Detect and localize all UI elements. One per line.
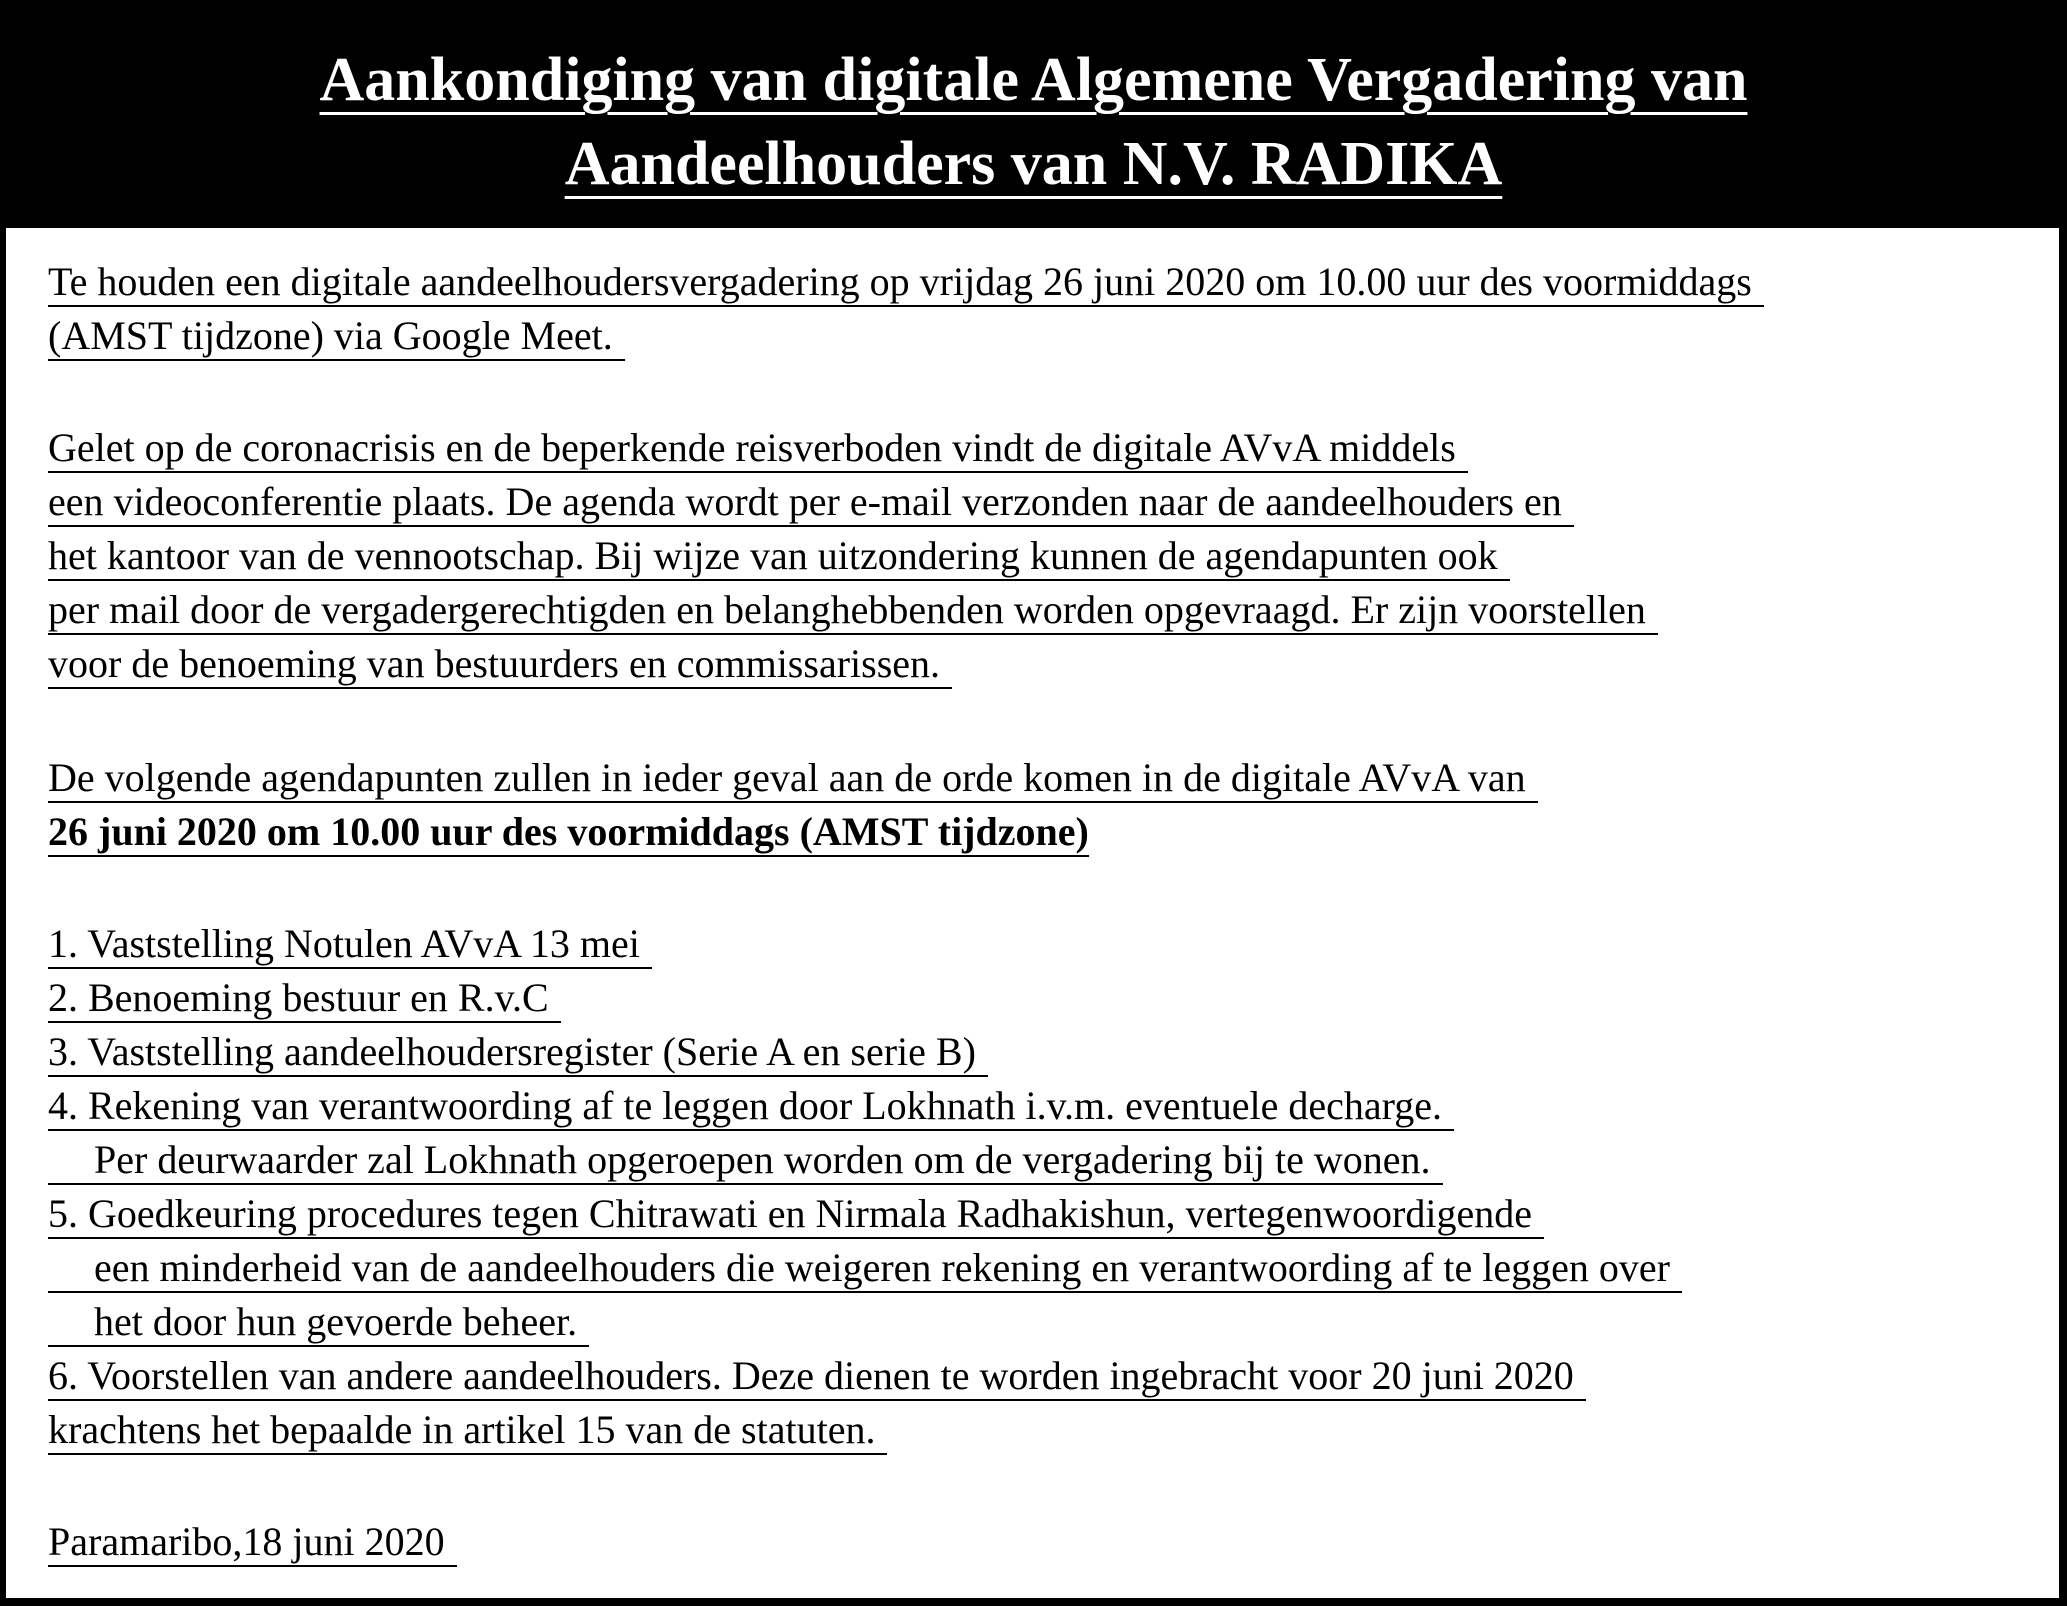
notice-line-4: per mail door de vergadergerechtigden en belanghebbenden worden opgevraagd. Er zijn voorstellen <box>48 586 1658 635</box>
agenda-item-4-line-2: Per deurwaarder zal Lokhnath opgeroepen worden om de vergadering bij te wonen. <box>48 1136 1443 1185</box>
agenda-item-6-line-2: krachtens het bepaalde in artikel 15 van de statuten. <box>48 1406 887 1455</box>
intro-line-2: (AMST tijdzone) via Google Meet. <box>48 312 625 361</box>
notice-line-3: het kantoor van de vennootschap. Bij wijze van uitzondering kunnen de agendapunten ook <box>48 532 1510 581</box>
agenda-intro-date: 26 juni 2020 om 10.00 uur des voormiddags (AMST tijdzone) <box>48 808 1089 857</box>
agenda-item-6-line-1: 6. Voorstellen van andere aandeelhouders. Deze dienen te worden ingebracht voor 20 juni 2020 <box>48 1352 1586 1401</box>
agenda-item-5-line-2: een minderheid van de aandeelhouders die weigeren rekening en verantwoording af te leggen over <box>48 1244 1682 1293</box>
agenda-item-5-line-3: het door hun gevoerde beheer. <box>48 1298 589 1347</box>
title-line-2 <box>0 122 2067 206</box>
agenda-item-3: 3. Vaststelling aandeelhoudersregister (Serie A en serie B) <box>48 1028 988 1077</box>
title-line-1 <box>0 38 2067 122</box>
agenda-item-5-line-1: 5. Goedkeuring procedures tegen Chitrawati en Nirmala Radhakishun, vertegenwoordigende <box>48 1190 1544 1239</box>
notice-line-2: een videoconferentie plaats. De agenda wordt per e-mail verzonden naar de aandeelhouders en <box>48 478 1574 527</box>
notice-line-5: voor de benoeming van bestuurders en commissarissen. <box>48 640 952 689</box>
announcement-header <box>0 0 2067 228</box>
agenda-intro-line-1: De volgende agendapunten zullen in ieder geval aan de orde komen in de digitale AVvA van <box>48 754 1538 803</box>
announcement-body <box>6 228 2059 1598</box>
title-text-2: Aandeelhouders van N.V. RADIKA <box>564 130 1503 198</box>
closing-place-date: Paramaribo,18 juni 2020 <box>48 1518 457 1567</box>
notice-line-1: Gelet op de coronacrisis en de beperkende reisverboden vindt de digitale AVvA middels <box>48 424 1468 473</box>
title-text-1: Aankondiging van digitale Algemene Vergadering van <box>319 46 1748 114</box>
agenda-item-4-line-1: 4. Rekening van verantwoording af te leggen door Lokhnath i.v.m. eventuele decharge. <box>48 1082 1454 1131</box>
agenda-item-2: 2. Benoeming bestuur en R.v.C <box>48 974 561 1023</box>
agenda-item-1: 1. Vaststelling Notulen AVvA 13 mei <box>48 920 652 969</box>
intro-line-1: Te houden een digitale aandeelhoudersvergadering op vrijdag 26 juni 2020 om 10.00 uur des voormiddags <box>48 258 1764 307</box>
